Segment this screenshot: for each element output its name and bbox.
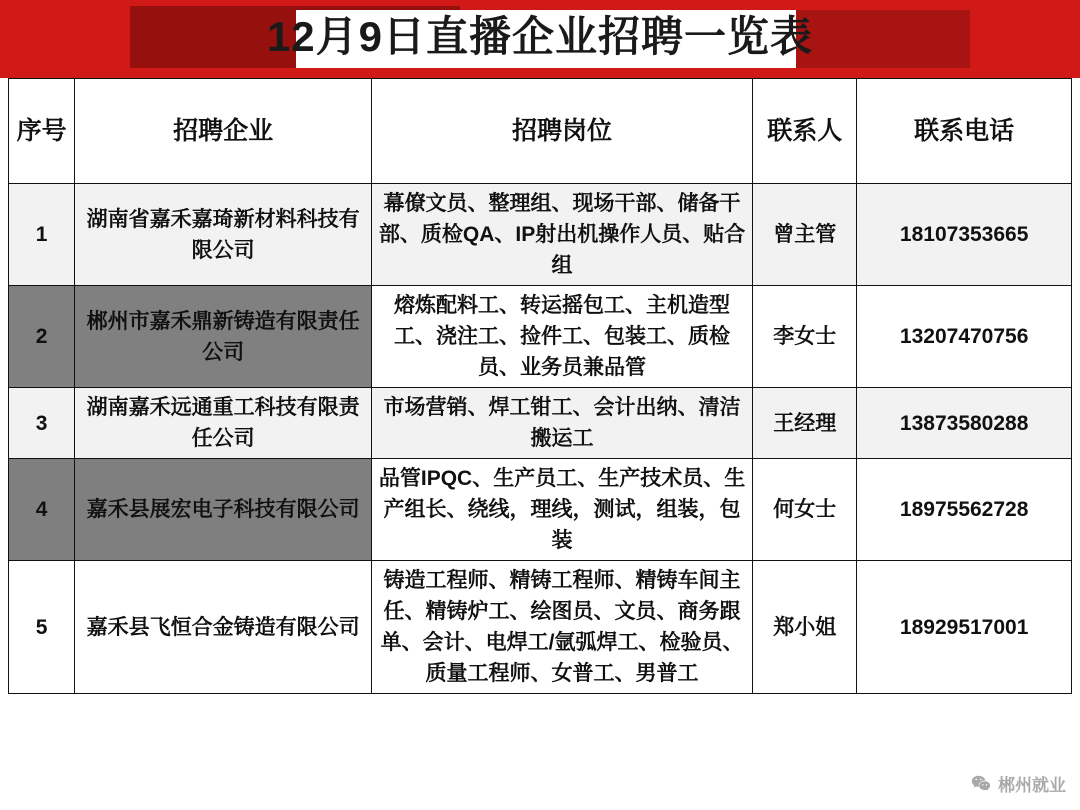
cell-contact: 李女士 — [753, 286, 857, 388]
banner — [0, 0, 1080, 78]
cell-index: 1 — [9, 184, 75, 286]
wechat-account-name: 郴州就业 — [998, 776, 1066, 795]
cell-positions: 铸造工程师、精铸工程师、精铸车间主任、精铸炉工、绘图员、文员、商务跟单、会计、电焊工/氩弧焊工、检验员、质量工程师、女普工、男普工 — [372, 561, 753, 694]
cell-contact: 郑小姐 — [753, 561, 857, 694]
cell-positions: 市场营销、焊工钳工、会计出纳、清洁搬运工 — [372, 388, 753, 459]
wechat-icon — [970, 773, 992, 795]
cell-phone: 18975562728 — [857, 459, 1072, 561]
table-row — [9, 388, 1072, 459]
cell-index: 2 — [9, 286, 75, 388]
wechat-watermark — [970, 771, 1066, 796]
cell-index: 3 — [9, 388, 75, 459]
cell-contact: 何女士 — [753, 459, 857, 561]
table-row — [9, 561, 1072, 694]
cell-positions: 幕僚文员、整理组、现场干部、储备干部、质检QA、IP射出机操作人员、贴合组 — [372, 184, 753, 286]
cell-company: 湖南嘉禾远通重工科技有限责任公司 — [75, 388, 372, 459]
column-header-company: 招聘企业 — [75, 79, 372, 184]
cell-index: 4 — [9, 459, 75, 561]
cell-index: 5 — [9, 561, 75, 694]
table-row — [9, 459, 1072, 561]
cell-phone: 13207470756 — [857, 286, 1072, 388]
column-header-index: 序号 — [9, 79, 75, 184]
cell-company: 嘉禾县展宏电子科技有限公司 — [75, 459, 372, 561]
table-row — [9, 286, 1072, 388]
recruitment-table — [8, 78, 1072, 694]
table-row — [9, 184, 1072, 286]
cell-positions: 品管IPQC、生产员工、生产技术员、生产组长、绕线，理线，测试，组装，包装 — [372, 459, 753, 561]
cell-company: 嘉禾县飞恒合金铸造有限公司 — [75, 561, 372, 694]
cell-phone: 18929517001 — [857, 561, 1072, 694]
cell-phone: 13873580288 — [857, 388, 1072, 459]
cell-company: 湖南省嘉禾嘉琦新材料科技有限公司 — [75, 184, 372, 286]
column-header-positions: 招聘岗位 — [372, 79, 753, 184]
cell-company: 郴州市嘉禾鼎新铸造有限责任公司 — [75, 286, 372, 388]
column-header-phone: 联系电话 — [857, 79, 1072, 184]
cell-phone: 18107353665 — [857, 184, 1072, 286]
page-title: 12月9日直播企业招聘一览表 — [266, 13, 814, 60]
cell-positions: 熔炼配料工、转运摇包工、主机造型工、浇注工、捡件工、包装工、质检员、业务员兼品管 — [372, 286, 753, 388]
cell-contact: 曾主管 — [753, 184, 857, 286]
column-header-contact: 联系人 — [753, 79, 857, 184]
cell-contact: 王经理 — [753, 388, 857, 459]
table-header-row — [9, 79, 1072, 184]
